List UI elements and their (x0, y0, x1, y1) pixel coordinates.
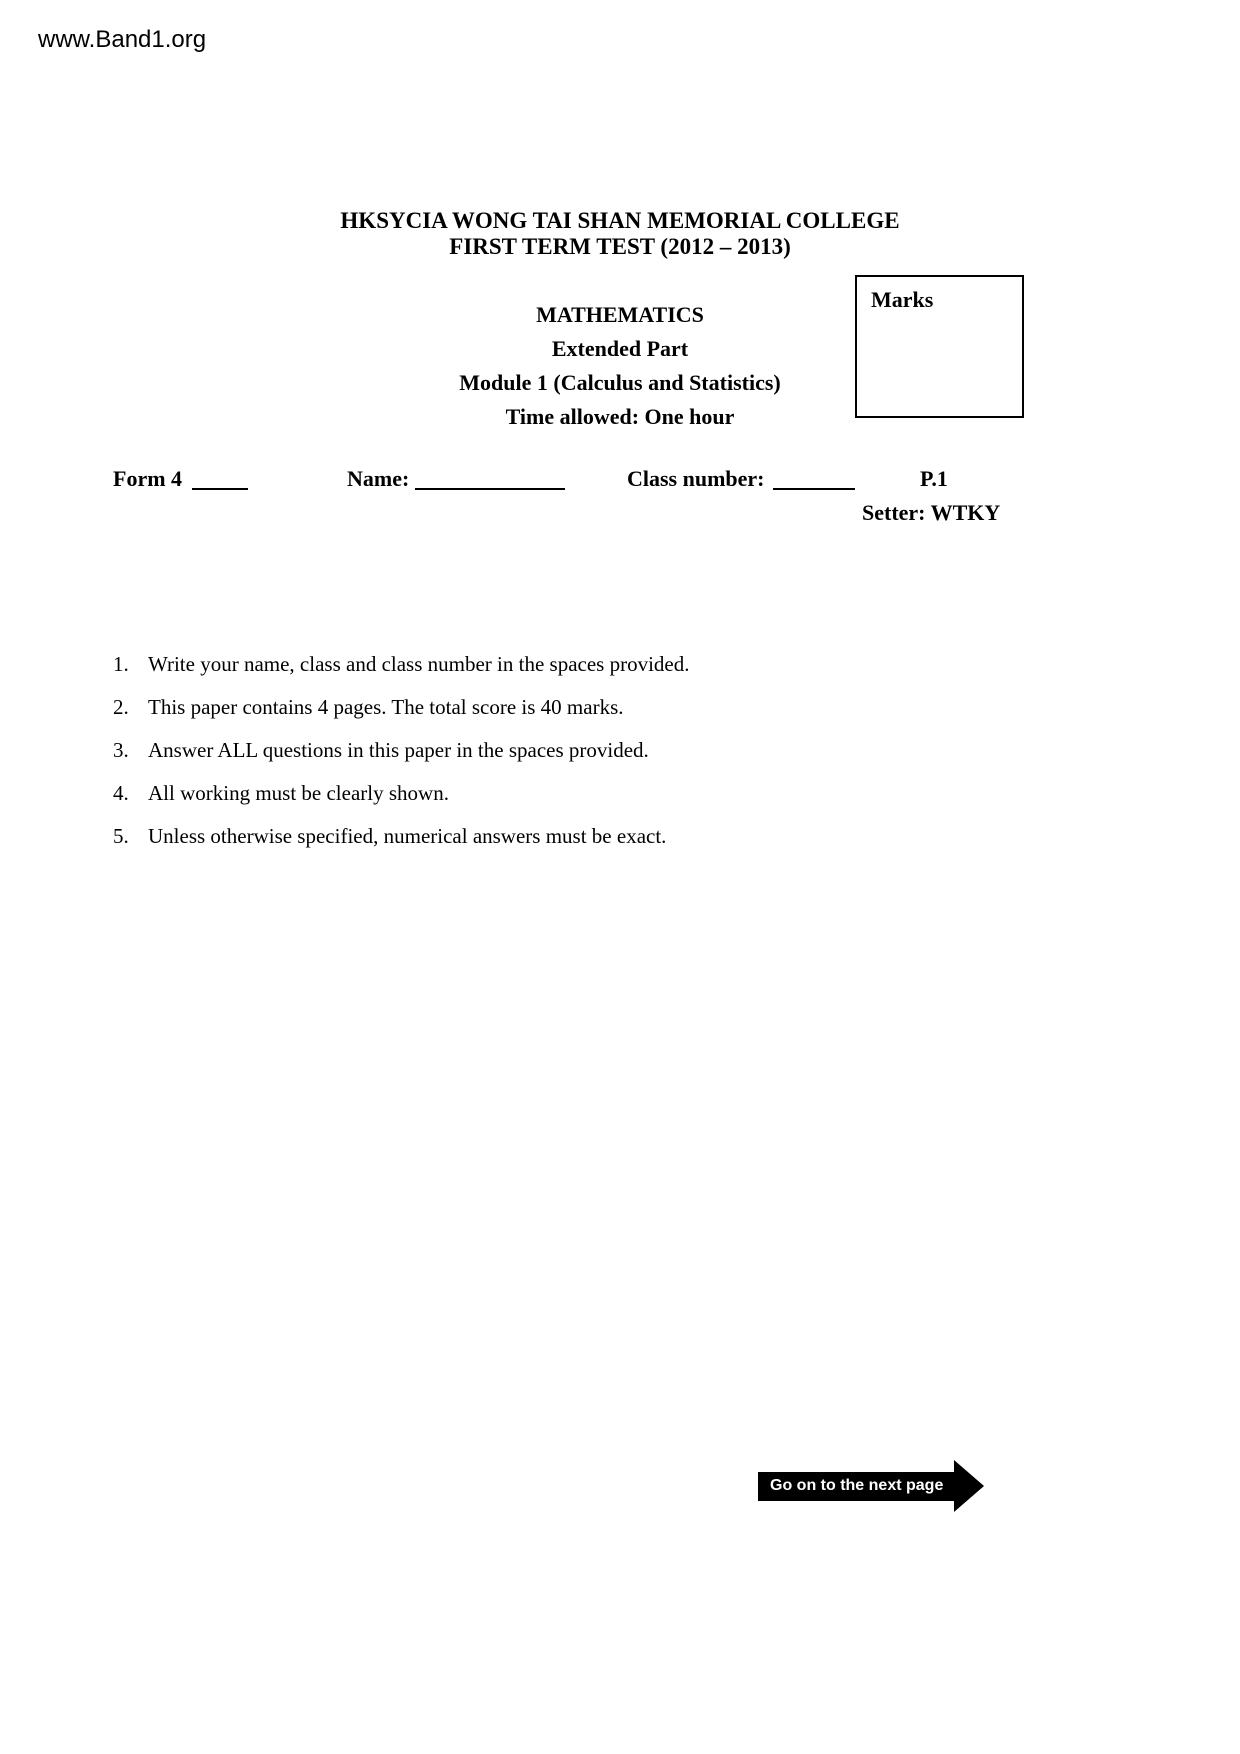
instruction-item (113, 738, 1013, 763)
instructions-list (113, 652, 1013, 867)
instruction-number: 5. (113, 824, 129, 848)
subject-block (0, 298, 1240, 434)
instruction-text: All working must be clearly shown. (148, 781, 449, 805)
subject-name: MATHEMATICS (536, 302, 704, 327)
test-title: FIRST TERM TEST (2012 – 2013) (449, 234, 791, 259)
next-page-label: Go on to the next page (758, 1472, 955, 1501)
instruction-item (113, 781, 1013, 806)
name-label: Name: (347, 466, 410, 491)
info-row (0, 466, 1240, 496)
module-name: Module 1 (Calculus and Statistics) (459, 370, 781, 395)
subject-part: Extended Part (551, 336, 689, 361)
class-number-label: Class number: (627, 466, 765, 491)
instruction-text: This paper contains 4 pages. The total score is 40 marks. (148, 695, 624, 719)
instruction-number: 1. (113, 652, 129, 676)
form-label: Form 4 (113, 466, 183, 491)
title-block (0, 208, 1240, 260)
instruction-text: Unless otherwise specified, numerical answers must be exact. (148, 824, 667, 848)
instruction-number: 4. (113, 781, 129, 805)
school-name: HKSYCIA WONG TAI SHAN MEMORIAL COLLEGE (340, 208, 900, 233)
form-blank (192, 466, 248, 490)
instruction-text: Answer ALL questions in this paper in the spaces provided. (148, 738, 649, 762)
class-number-blank (773, 466, 855, 490)
instruction-text: Write your name, class and class number in the spaces provided. (148, 652, 690, 676)
instruction-number: 3. (113, 738, 129, 762)
page-number: P.1 (920, 466, 948, 491)
marks-label: Marks (871, 287, 934, 312)
instruction-item (113, 824, 1013, 849)
next-page-banner (758, 1460, 984, 1512)
instruction-item (113, 652, 1013, 677)
name-blank (415, 466, 565, 490)
right-arrow-icon (954, 1460, 984, 1512)
time-allowed: Time allowed: One hour (505, 404, 735, 429)
instruction-number: 2. (113, 695, 129, 719)
setter-label: Setter: WTKY (862, 500, 1001, 525)
watermark-url: www.Band1.org (38, 26, 207, 53)
instruction-item (113, 695, 1013, 720)
marks-box (855, 275, 1024, 418)
